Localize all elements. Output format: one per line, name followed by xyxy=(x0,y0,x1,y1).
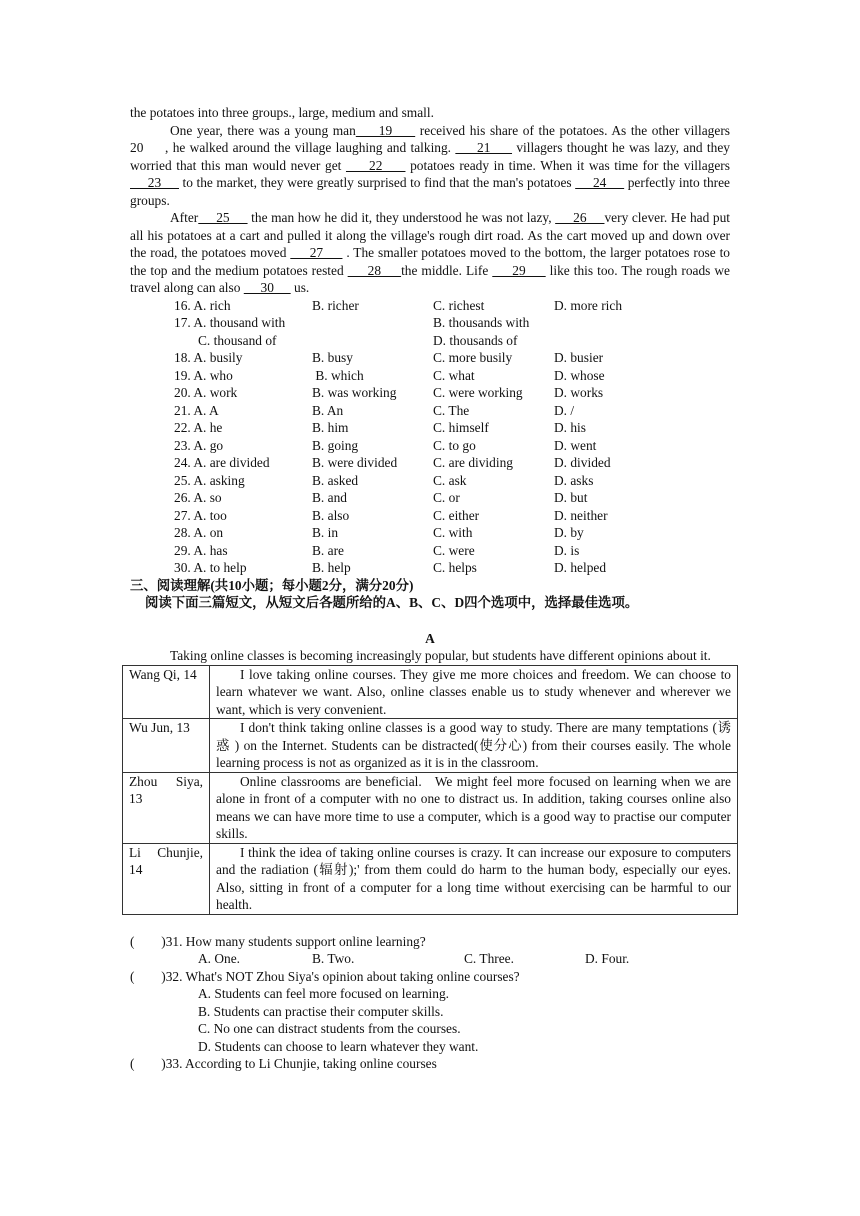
option-d[interactable]: D. neither xyxy=(554,507,608,523)
option-b[interactable]: B. are xyxy=(312,542,344,558)
blank: 19 xyxy=(355,122,416,138)
passage-line0: the potatoes into three groups., large, medium and small. xyxy=(130,105,434,120)
option-row xyxy=(130,472,730,490)
option-c[interactable]: C. either xyxy=(433,507,480,523)
option-row xyxy=(130,489,730,507)
option-b[interactable]: B. asked xyxy=(312,472,359,488)
options-list xyxy=(130,297,730,577)
option-c[interactable]: C. were xyxy=(433,542,475,558)
passage-text: received his share of the potatoes. As the other villagers 20 , he walked around the village laughing and talking. xyxy=(130,122,751,155)
option-d[interactable]: D. helped xyxy=(554,560,607,575)
opinions-table xyxy=(122,665,738,915)
passage-text: like this too. The rough roads we travel along can also xyxy=(130,262,734,295)
option-a[interactable]: 28. A. on xyxy=(174,525,224,540)
option-d[interactable]: D. works xyxy=(554,385,604,400)
option-a[interactable]: 20. A. work xyxy=(174,385,238,400)
option-a[interactable]: 27. A. too xyxy=(174,507,227,523)
passage-title: A xyxy=(425,630,435,646)
option-a[interactable]: 18. A. busily xyxy=(174,350,243,365)
passage-text: One year, there was a young man xyxy=(170,122,356,138)
option-b[interactable]: B. going xyxy=(312,437,359,453)
option-d[interactable]: D. busier xyxy=(554,350,604,365)
student-name: Li Chunjie, 14 xyxy=(123,843,210,914)
option-b[interactable]: B. help xyxy=(312,560,351,575)
option-row xyxy=(130,332,730,350)
option-c[interactable]: C. were working xyxy=(433,385,523,400)
blank: 30 xyxy=(243,280,291,295)
option-row xyxy=(130,349,730,367)
option-a[interactable]: 26. A. so xyxy=(174,490,222,505)
passage-text: villagers thought he was lazy, and they worried that this man would never get xyxy=(130,140,734,173)
section-instruction: 阅读下面三篇短文，从短文后各题所给的A、B、C、D四个选项中，选择最佳选项。 xyxy=(145,595,639,610)
question-options xyxy=(130,950,730,968)
option-row xyxy=(130,559,730,577)
option-c[interactable]: C. to go xyxy=(433,437,476,453)
option-row xyxy=(130,402,730,420)
student-opinion: I love taking online courses. They give me more choices and freedom. We can choose to learn whatever we want. Also, online classes enable us to study whenever and wherever we want, which is very convenient. xyxy=(210,665,738,719)
option-c[interactable]: C. what xyxy=(433,367,475,383)
passage-text: the middle. Life xyxy=(401,262,493,278)
option-c[interactable]: C. ask xyxy=(433,472,467,488)
student-opinion: I don't think taking online classes is a good way to study. There are many temptations (诱惑 ) on the Internet. Students can be distracted(使分心) from their courses easily. The whole learning process is not as organized as it is in the classroom. xyxy=(210,719,738,773)
option-d[interactable]: D. divided xyxy=(554,455,611,470)
blank: 22 xyxy=(345,157,406,173)
option-d[interactable]: D. more rich xyxy=(554,297,623,313)
option-c[interactable]: C. himself xyxy=(433,420,489,435)
opinion-row xyxy=(123,772,738,843)
passage-text: potatoes ready in time. When it was time for the villagers xyxy=(405,157,730,173)
option-b[interactable]: B. was working xyxy=(312,385,397,400)
blank: 27 xyxy=(290,245,343,260)
student-name: Wu Jun, 13 xyxy=(123,719,210,773)
opinion-row xyxy=(123,843,738,914)
questions-list xyxy=(130,933,730,1073)
answer-option[interactable]: B. Students can practise their computer skills. xyxy=(198,1003,444,1019)
option-b[interactable]: B. An xyxy=(312,402,344,418)
option-d[interactable]: D. / xyxy=(554,402,575,418)
question-stem: ( )33. According to Li Chunjie, taking online courses xyxy=(130,1056,437,1071)
option-b[interactable]: B. busy xyxy=(312,350,353,365)
blank: 26 xyxy=(555,210,605,225)
answer-option[interactable]: A. Students can feel more focused on learning. xyxy=(198,986,449,1001)
option-b[interactable]: B. were divided xyxy=(312,455,398,470)
option-c[interactable]: C. more busily xyxy=(433,350,513,365)
passage-text: . The smaller potatoes moved to the bottom, the larger potatoes rose to the top and the medium potatoes rested xyxy=(130,245,734,278)
option-d[interactable]: D. by xyxy=(554,525,584,540)
blank: 23 xyxy=(130,175,179,190)
option-b[interactable]: B. also xyxy=(312,507,350,523)
blank: 21 xyxy=(455,140,513,155)
option-a[interactable]: 24. A. are divided xyxy=(174,455,270,470)
option-row xyxy=(130,314,730,332)
passage-text: very clever. He had put all his potatoes at a cart and pulled it along the village's rough dirt road. As the cart moved up and down over the road, the potatoes moved xyxy=(130,210,734,260)
option-c[interactable]: D. thousands of xyxy=(433,332,518,348)
student-opinion: Online classrooms are beneficial. We might feel more focused on learning when we are alone in front of a computer with no one to distract us. In addition, taking courses online also means we can have more time to use a computer, which is a good way to practise our computer skills. xyxy=(210,772,738,843)
opinion-row xyxy=(123,665,738,719)
option-row xyxy=(130,367,730,385)
option-c[interactable]: C. richest xyxy=(433,297,485,313)
option-row xyxy=(130,454,730,472)
option-row xyxy=(130,524,730,542)
question-stem: ( )32. What's NOT Zhou Siya's opinion about taking online courses? xyxy=(130,968,520,984)
blank: 25 xyxy=(198,210,248,225)
passage-text: us. xyxy=(290,280,310,295)
option-c[interactable]: B. thousands with xyxy=(433,315,530,330)
question-stem: ( )31. How many students support online learning? xyxy=(130,933,426,949)
opinion-row xyxy=(123,719,738,773)
option-d[interactable]: D. his xyxy=(554,420,586,435)
blank: 29 xyxy=(492,262,546,278)
option-b[interactable]: B. which xyxy=(312,367,364,383)
exam-page xyxy=(129,104,751,1073)
option-b[interactable]: B. richer xyxy=(312,297,359,313)
section-heading: 三、阅读理解(共10小题；每小题2分，满分20分) xyxy=(130,577,414,593)
student-name: Wang Qi, 14 xyxy=(123,665,210,719)
student-name: Zhou Siya, 13 xyxy=(123,772,210,843)
option-c[interactable]: C. are dividing xyxy=(433,455,513,470)
option-a[interactable]: 17. A. thousand with xyxy=(174,315,286,330)
answer-option[interactable]: A. One. xyxy=(198,951,241,966)
passage-text: perfectly into three groups. xyxy=(130,175,734,208)
option-d[interactable]: D. went xyxy=(554,437,597,453)
option-a[interactable]: 16. A. rich xyxy=(174,297,231,313)
option-d[interactable]: D. but xyxy=(554,490,588,505)
option-row xyxy=(130,437,730,455)
option-row xyxy=(130,297,730,315)
option-c[interactable]: C. helps xyxy=(433,560,477,575)
option-a[interactable]: C. thousand of xyxy=(198,332,277,348)
blank: 28 xyxy=(347,262,402,278)
option-row xyxy=(130,542,730,560)
option-c[interactable]: C. or xyxy=(433,490,460,505)
passage-text: After xyxy=(170,210,199,225)
option-row xyxy=(130,419,730,437)
answer-option[interactable]: B. Two. xyxy=(312,951,355,966)
passage-intro: Taking online classes is becoming increasingly popular, but students have different opinions about it. xyxy=(170,648,711,663)
option-a[interactable]: 29. A. has xyxy=(174,542,228,558)
blank: 24 xyxy=(575,175,625,190)
option-a[interactable]: 21. A. A xyxy=(174,402,219,418)
option-b[interactable]: B. and xyxy=(312,490,347,505)
option-b[interactable]: B. him xyxy=(312,420,349,435)
answer-option[interactable]: D. Students can choose to learn whatever they want. xyxy=(198,1038,479,1054)
option-row xyxy=(130,384,730,402)
option-c[interactable]: C. with xyxy=(433,525,473,540)
option-a[interactable]: 19. A. who xyxy=(174,367,233,383)
passage-paragraph-2 xyxy=(130,209,734,297)
answer-option[interactable]: C. No one can distract students from the courses. xyxy=(198,1021,461,1036)
option-row xyxy=(130,507,730,525)
student-opinion: I think the idea of taking online courses is crazy. It can increase our exposure to computers and the radiation (辐射);' from them could do harm to the human body, especially our eyes. Also, sitting in front of a computer for a long time without exercising can be harmful to our health. xyxy=(210,843,738,914)
answer-option[interactable]: C. Three. xyxy=(464,951,514,966)
option-d[interactable]: D. whose xyxy=(554,367,605,383)
passage-paragraph-1 xyxy=(130,122,751,210)
option-a[interactable]: 30. A. to help xyxy=(174,560,247,575)
option-a[interactable]: 25. A. asking xyxy=(174,472,245,488)
passage-text: to the market, they were greatly surprised to find that the man's potatoes xyxy=(178,175,576,190)
answer-option[interactable]: D. Four. xyxy=(585,951,630,966)
option-c[interactable]: C. The xyxy=(433,402,470,418)
option-d[interactable]: D. asks xyxy=(554,472,594,488)
option-b[interactable]: B. in xyxy=(312,525,339,540)
option-a[interactable]: 22. A. he xyxy=(174,420,223,435)
option-d[interactable]: D. is xyxy=(554,542,580,558)
option-a[interactable]: 23. A. go xyxy=(174,437,224,453)
passage-text: the man how he did it, they understood he was not lazy, xyxy=(247,210,556,225)
